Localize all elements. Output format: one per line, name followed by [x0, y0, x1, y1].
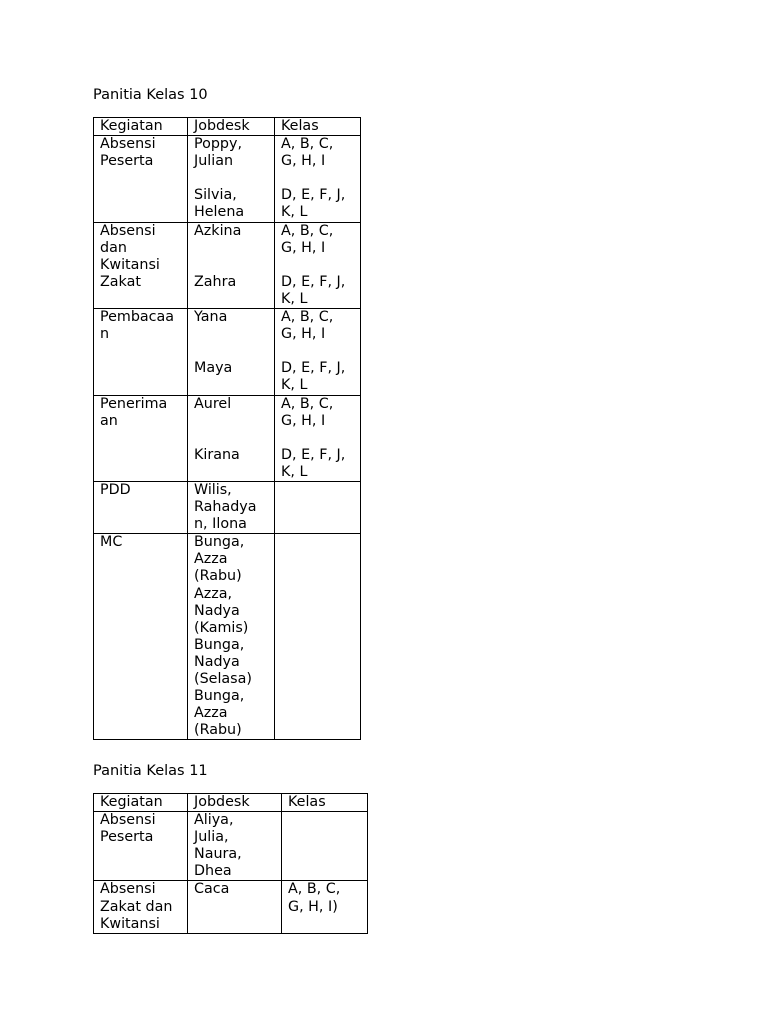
table-row: [94, 136, 361, 222]
column-header-jobdesk: [188, 794, 282, 812]
cell-text: D, E, F, J,: [281, 187, 346, 204]
blank-line: [281, 170, 354, 187]
cell-kelas: [275, 136, 361, 222]
table-kelas-11: [93, 793, 368, 934]
blank-line: [194, 240, 268, 257]
cell-text: (Rabu): [194, 722, 242, 739]
cell-kegiatan: [94, 309, 188, 395]
column-header-kelas: [275, 118, 361, 136]
section-title-kelas-10: Panitia Kelas 10: [93, 87, 208, 103]
cell-text: Helena: [194, 204, 245, 221]
table-row: [94, 481, 361, 533]
blank-line: [194, 257, 268, 274]
cell-kelas: [275, 534, 361, 740]
cell-text: G, H, I: [281, 153, 326, 170]
cell-text: Wilis,: [194, 481, 232, 498]
blank-line: [194, 170, 268, 187]
cell-jobdesk: [188, 481, 275, 533]
cell-text: Absensi: [100, 222, 156, 239]
cell-text: G, H, I): [288, 898, 338, 915]
cell-text: Bunga,: [194, 534, 245, 551]
cell-text: Peserta: [100, 153, 154, 170]
cell-text: A, B, C,: [281, 309, 334, 326]
cell-jobdesk: [188, 395, 275, 481]
cell-text: Aliya,: [194, 812, 234, 829]
cell-text: Bunga,: [194, 636, 245, 653]
cell-text: Poppy,: [194, 136, 243, 153]
cell-text: K, L: [281, 463, 308, 480]
header-label: Jobdesk: [194, 794, 250, 810]
cell-jobdesk: [188, 812, 282, 881]
cell-kelas: [275, 481, 361, 533]
header-label: Jobdesk: [194, 118, 250, 134]
cell-kegiatan: [94, 534, 188, 740]
cell-jobdesk: [188, 222, 275, 308]
cell-text: Yana: [194, 309, 228, 326]
cell-text: G, H, I: [281, 412, 326, 429]
section-title-kelas-11: Panitia Kelas 11: [93, 763, 208, 779]
cell-text: D, E, F, J,: [281, 360, 346, 377]
cell-text: Aurel: [194, 395, 232, 412]
cell-text: G, H, I: [281, 239, 326, 256]
header-label: Kelas: [281, 118, 319, 134]
cell-text: K, L: [281, 290, 308, 307]
blank-line: [281, 430, 354, 447]
header-label: Kelas: [288, 794, 326, 810]
cell-text: Kirana: [194, 446, 240, 463]
cell-kelas: [275, 309, 361, 395]
cell-text: A, B, C,: [288, 881, 341, 898]
cell-text: A, B, C,: [281, 136, 334, 153]
cell-text: Julian: [194, 153, 234, 170]
cell-text: Zakat dan: [100, 898, 173, 915]
cell-kegiatan: [94, 395, 188, 481]
column-header-kegiatan: [94, 118, 188, 136]
cell-text: n: [100, 326, 110, 343]
cell-text: (Kamis): [194, 619, 249, 636]
cell-text: Peserta: [100, 829, 154, 846]
column-header-kelas: [282, 794, 368, 812]
blank-line: [194, 413, 268, 430]
blank-line: [281, 257, 354, 274]
cell-text: Absensi: [100, 812, 156, 829]
cell-jobdesk: [188, 309, 275, 395]
cell-text: (Selasa): [194, 671, 252, 687]
blank-line: [194, 343, 268, 360]
cell-text: Kwitansi: [100, 915, 160, 932]
table-row: [94, 395, 361, 481]
cell-text: Azza: [194, 551, 228, 568]
cell-text: Kwitansi: [100, 256, 160, 273]
cell-text: Maya: [194, 360, 233, 377]
cell-text: Absensi: [100, 136, 156, 153]
cell-text: Azkina: [194, 222, 242, 239]
cell-text: Silvia,: [194, 187, 237, 204]
cell-text: Zakat: [100, 273, 141, 290]
cell-text: Absensi: [100, 881, 156, 898]
table-row: [94, 534, 361, 740]
cell-text: Penerima: [100, 395, 168, 412]
blank-line: [281, 343, 354, 360]
cell-text: an: [100, 412, 118, 429]
cell-text: D, E, F, J,: [281, 446, 346, 463]
header-row: [94, 118, 361, 136]
cell-jobdesk: [188, 534, 275, 740]
cell-text: Nadya: [194, 653, 240, 670]
table-kelas-10: [93, 117, 361, 740]
column-header-jobdesk: [188, 118, 275, 136]
cell-jobdesk: [188, 136, 275, 222]
cell-text: dan: [100, 239, 127, 256]
header-row: [94, 794, 368, 812]
cell-text: Pembacaa: [100, 309, 175, 326]
cell-text: Bunga,: [194, 688, 245, 705]
cell-text: Naura,: [194, 846, 242, 863]
header-label: Kegiatan: [100, 118, 163, 134]
cell-kegiatan: [94, 222, 188, 308]
cell-kegiatan: [94, 136, 188, 222]
cell-text: K, L: [281, 204, 308, 221]
cell-text: Azza: [194, 705, 228, 722]
cell-text: K, L: [281, 377, 308, 394]
column-header-kegiatan: [94, 794, 188, 812]
cell-kegiatan: [94, 481, 188, 533]
cell-text: Azza,: [194, 585, 233, 602]
cell-text: MC: [100, 534, 123, 551]
cell-kelas: [275, 395, 361, 481]
cell-text: D, E, F, J,: [281, 273, 346, 290]
table-row: [94, 222, 361, 308]
cell-kegiatan: [94, 812, 188, 881]
cell-text: A, B, C,: [281, 395, 334, 412]
table-row: [94, 812, 368, 881]
cell-kelas: [282, 881, 368, 933]
table-row: [94, 309, 361, 395]
cell-text: Nadya: [194, 602, 240, 619]
blank-line: [194, 326, 268, 343]
cell-text: n, Ilona: [194, 516, 247, 533]
cell-kelas: [282, 812, 368, 881]
table-row: [94, 881, 368, 933]
cell-text: Julia,: [194, 829, 229, 846]
cell-text: PDD: [100, 481, 131, 498]
cell-text: G, H, I: [281, 326, 326, 343]
cell-kegiatan: [94, 881, 188, 933]
cell-text: (Rabu): [194, 568, 242, 585]
cell-text: A, B, C,: [281, 222, 334, 239]
cell-kelas: [275, 222, 361, 308]
blank-line: [194, 430, 268, 447]
cell-text: Dhea: [194, 863, 232, 880]
cell-text: Zahra: [194, 273, 237, 290]
cell-text: Caca: [194, 881, 230, 898]
cell-text: Rahadya: [194, 499, 257, 516]
cell-jobdesk: [188, 881, 282, 933]
header-label: Kegiatan: [100, 794, 163, 810]
